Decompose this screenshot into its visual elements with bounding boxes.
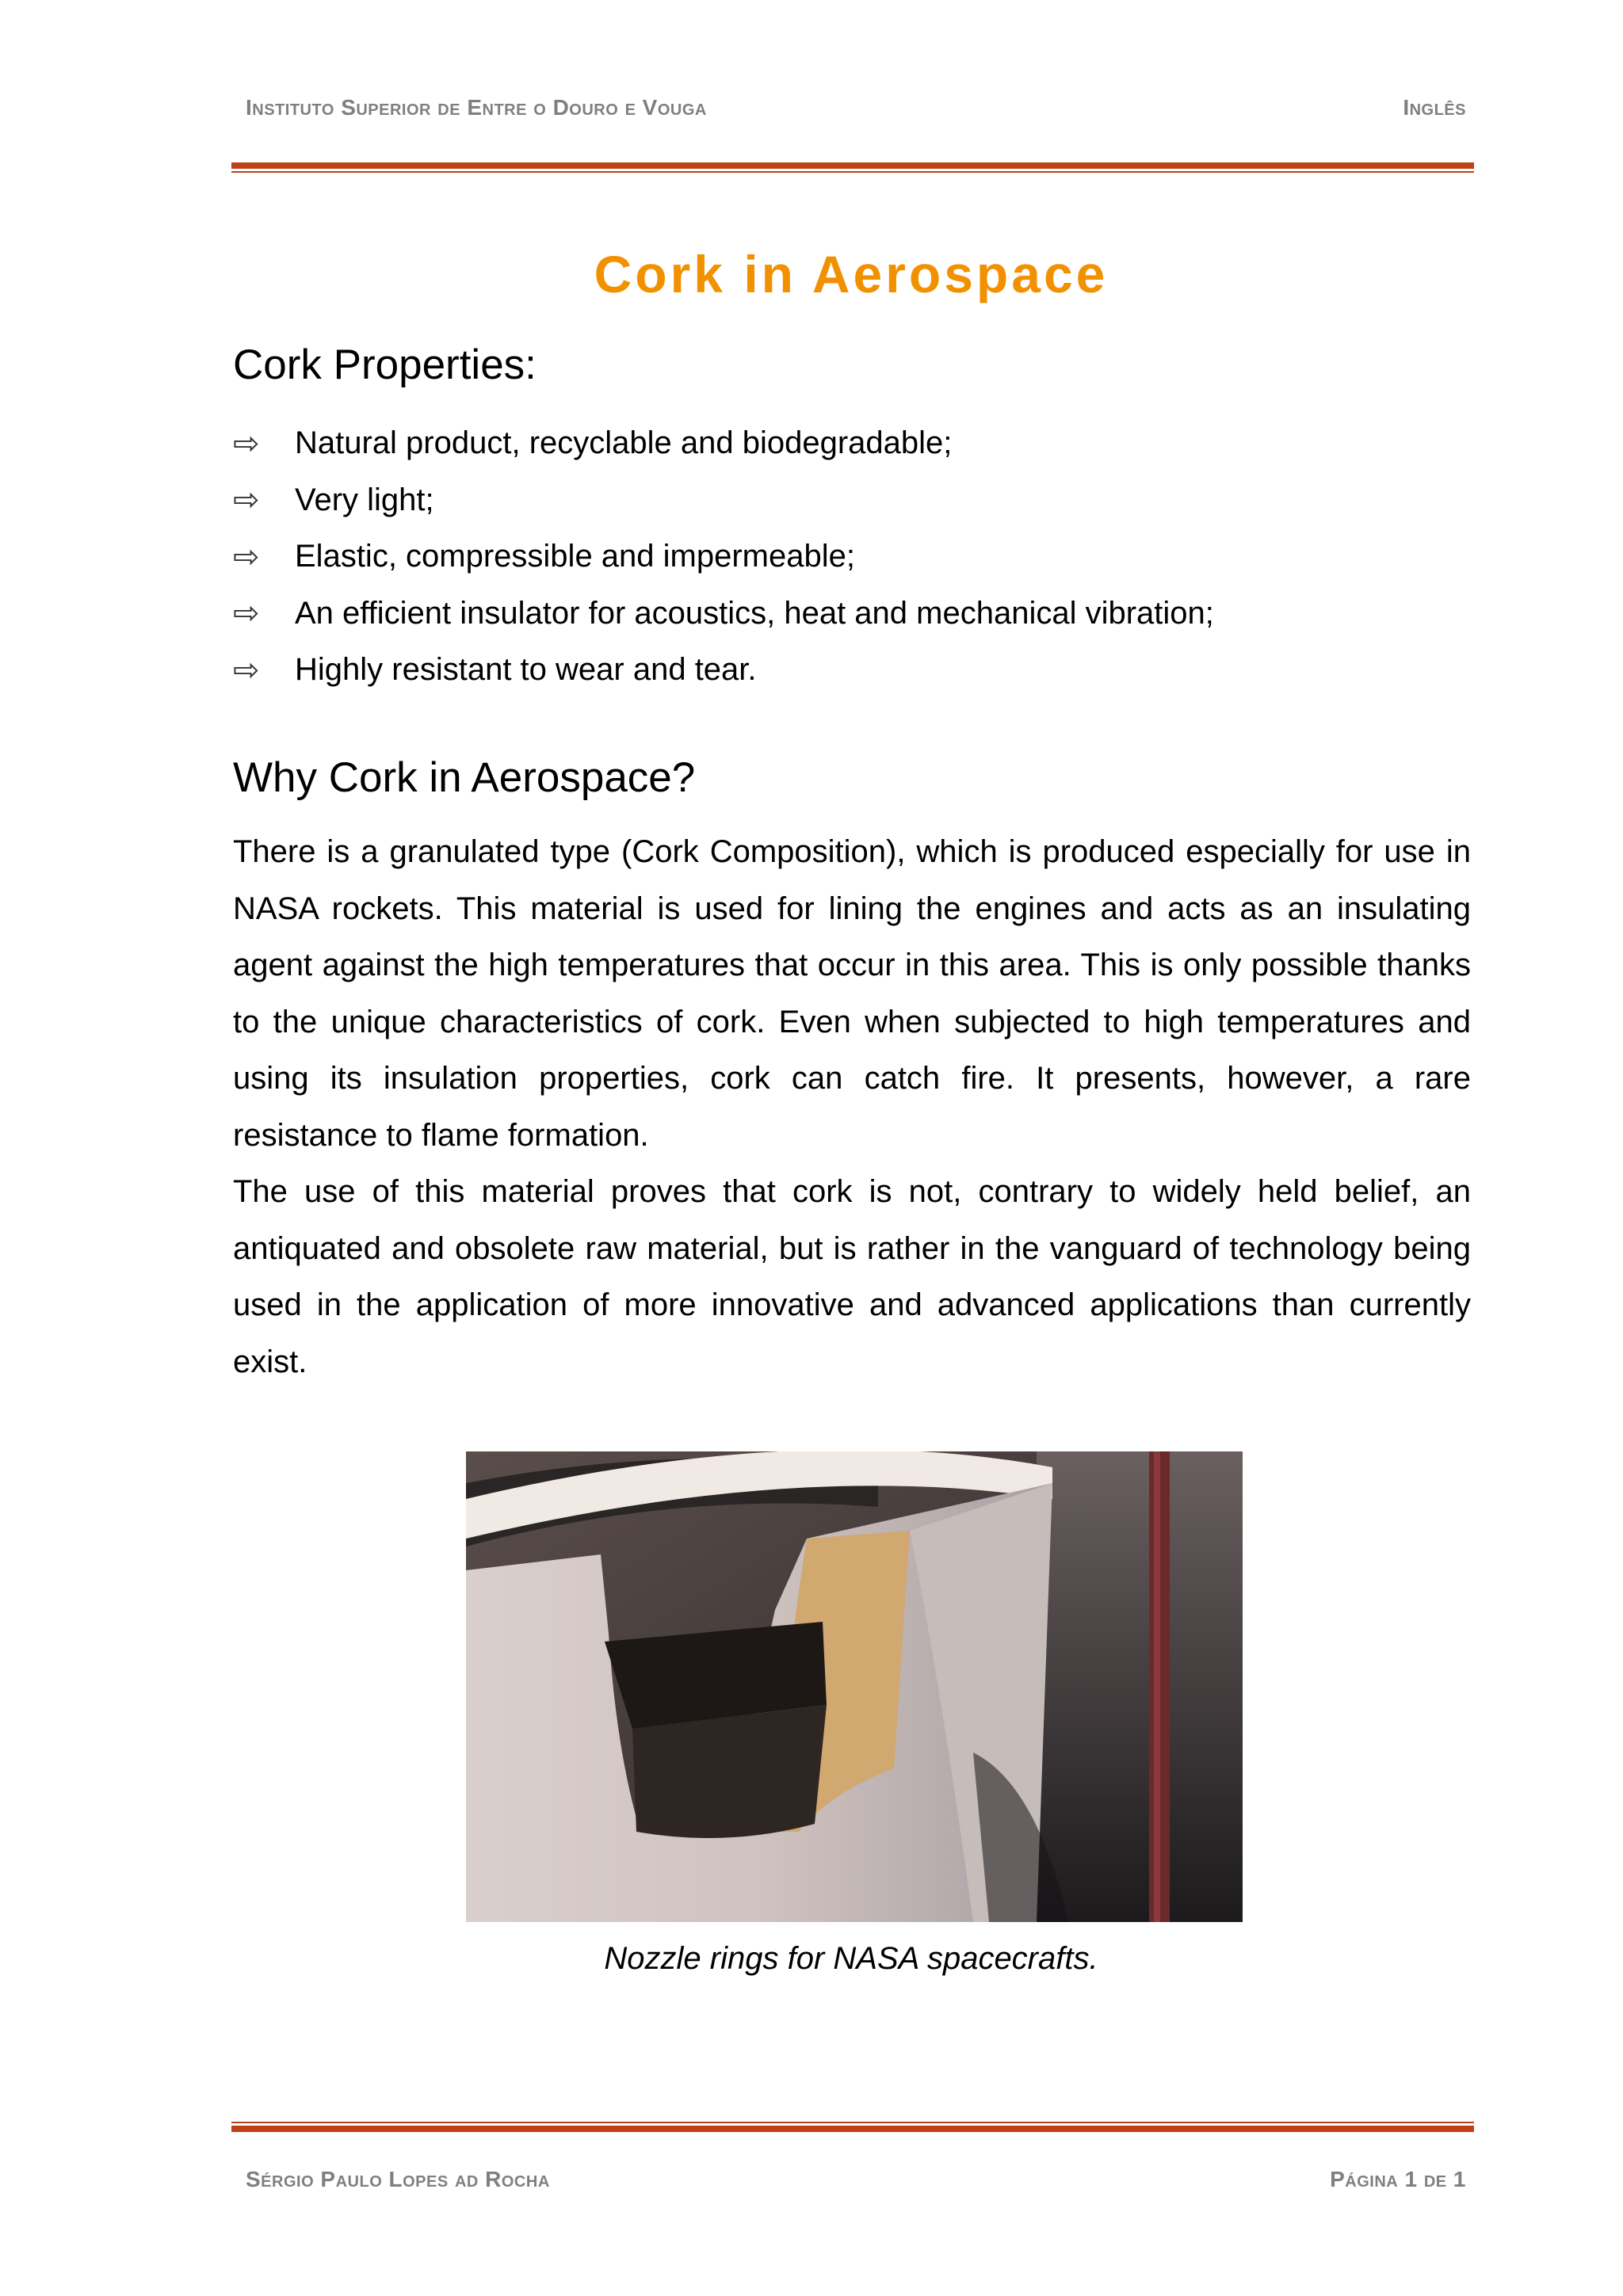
footer-author: Sérgio Paulo Lopes ad Rocha xyxy=(246,2167,550,2191)
paragraph: The use of this material proves that cork is not, contrary to widely held belief, an antiquated and obsolete raw material, but is rather in the vanguard of technology being used in the application of more innovative and advanced applications than currently exist. xyxy=(233,1174,1471,1379)
footer-rule xyxy=(231,2122,1474,2132)
page-title: Cork in Aerospace xyxy=(594,245,1109,303)
hollow-arrow-right-icon: ⇨ xyxy=(233,539,260,574)
list-item: ⇨ Highly resistant to wear and tear. xyxy=(233,652,757,688)
footer-page-number: Página 1 de 1 xyxy=(1330,2167,1466,2191)
hollow-arrow-right-icon: ⇨ xyxy=(233,596,260,631)
properties-list xyxy=(233,415,1214,699)
nozzle-ring-photo xyxy=(466,1451,1243,1922)
page-footer xyxy=(246,2167,1466,2192)
hollow-arrow-right-icon: ⇨ xyxy=(233,652,260,688)
list-item: ⇨ An efficient insulator for acoustics, heat and mechanical vibration; xyxy=(233,595,1214,631)
header-institution: Instituto Superior de Entre o Douro e Vouga xyxy=(246,95,707,120)
list-item: ⇨ Elastic, compressible and impermeable; xyxy=(233,539,855,574)
properties-heading: Cork Properties: xyxy=(233,341,537,388)
why-body xyxy=(233,824,1471,1390)
why-heading: Why Cork in Aerospace? xyxy=(233,754,696,801)
header-subject: Inglês xyxy=(1403,95,1466,120)
figure-caption: Nozzle rings for NASA spacecrafts. xyxy=(604,1941,1098,1976)
list-item: ⇨ Natural product, recyclable and biodegradable; xyxy=(233,425,953,461)
header-rule xyxy=(231,162,1474,173)
hollow-arrow-right-icon: ⇨ xyxy=(233,425,260,461)
list-item: ⇨ Very light; xyxy=(233,482,434,518)
page-header xyxy=(246,95,1466,120)
paragraph: There is a granulated type (Cork Composition), which is produced especially for use in NASA rockets. This material is used for lining the engines and acts as an insulating agent against the high temperatures that occur in this area. This is only possible thanks to the unique characteristics of cork. Even when subjected to high temperatures and using its insulation properties, cork can catch fire. It presents, however, a rare resistance to flame formation. xyxy=(233,834,1471,1153)
hollow-arrow-right-icon: ⇨ xyxy=(233,482,260,518)
